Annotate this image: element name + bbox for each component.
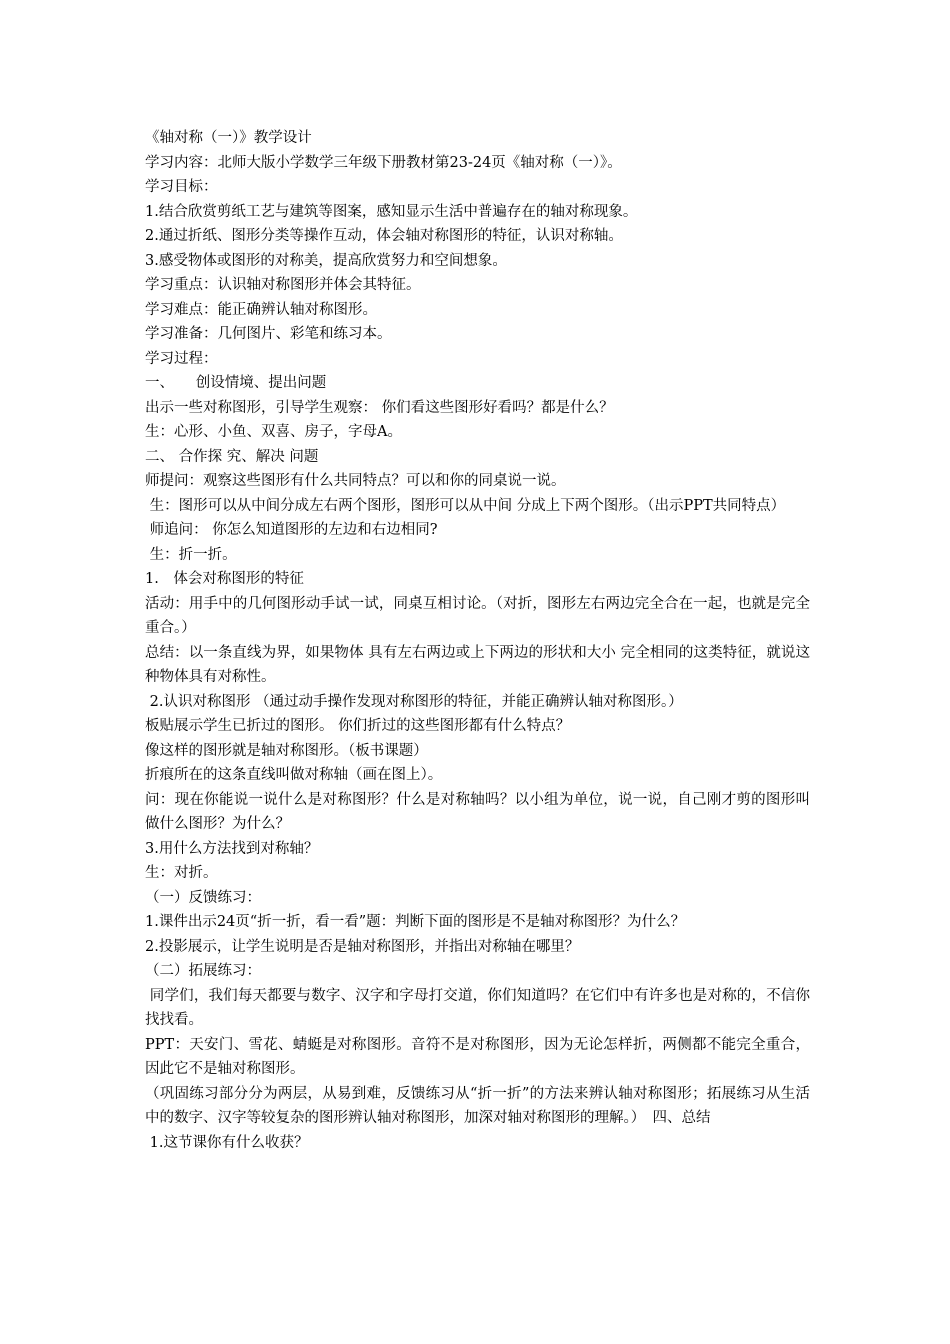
paragraph: 板贴展示学生已折过的图形。 你们折过的这些图形都有什么特点？	[145, 718, 571, 734]
goal-3: 3.感受物体或图形的对称美，提高欣赏努力和空间想象。	[145, 252, 507, 269]
paragraph: 生：图形可以从中间分成左右两个图形，图形可以从中间 分成上下两个图形。（出示PPT共同特点）	[145, 497, 786, 514]
paragraph: 1.课件出示24页“折一折，看一看”题：判断下面的图形是不是轴对称图形？为什么？	[145, 914, 686, 930]
paragraph: 生：对折。	[145, 865, 218, 881]
paragraph: 活动：用手中的几何图形动手试一试，同桌互相讨论。（对折，图形左右两边完全合在一起，也就是完全重合。）	[145, 595, 810, 636]
subsection-2-heading: 2.认识对称图形 （通过动手操作发现对称图形的特征，并能正确辨认轴对称图形。）	[145, 693, 683, 710]
learning-goals-heading: 学习目标：	[145, 179, 218, 195]
paragraph: （巩固练习部分分为两层，从易到难，反馈练习从“折一折”的方法来辨认轴对称图形；拓展练习从生活中的数字、汉字等较复杂的图形辨认轴对称图形，加深对轴对称图形的理解。） 四、总结	[145, 1085, 810, 1126]
preparation: 学习准备：几何图片、彩笔和练习本。	[145, 326, 392, 342]
subsection-1-heading: 1. 体会对称图形的特征	[145, 571, 304, 587]
paragraph: 2.投影展示，让学生说明是否是轴对称图形，并指出对称轴在哪里？	[145, 938, 580, 955]
paragraph: 生：折一折。	[145, 546, 237, 563]
paragraph: 总结：以一条直线为界，如果物体 具有左右两边或上下两边的形状和大小 完全相同的这类特征，就说这种物体具有对称性。	[145, 644, 810, 685]
paragraph: 问：现在你能说一说什么是对称图形？什么是对称轴吗？以小组为单位，说一说，自己刚才剪的图形叫做什么图形？为什么？	[145, 791, 810, 832]
paragraph: PPT：天安门、雪花、蜻蜓是对称图形。音符不是对称图形，因为无论怎样折，两侧都不能完全重合，因此它不是轴对称图形。	[145, 1036, 810, 1077]
key-point: 学习重点：认识轴对称图形并体会其特征。	[145, 277, 421, 293]
goal-2: 2.通过折纸、图形分类等操作互动，体会轴对称图形的特征，认识对称轴。	[145, 228, 623, 244]
paragraph: 师提问：观察这些图形有什么共同特点？可以和你的同桌说一说。	[145, 473, 566, 489]
document-body	[145, 126, 810, 1155]
document-title: 《轴对称（一）》教学设计	[145, 130, 312, 146]
learning-content: 学习内容：北师大版小学数学三年级下册教材第23-24页《轴对称（一）》。	[145, 154, 622, 171]
subsection-3-heading: 3.用什么方法找到对称轴？	[145, 840, 319, 857]
feedback-practice-heading: （一）反馈练习：	[145, 889, 261, 906]
paragraph: 折痕所在的这条直线叫做对称轴（画在图上）。	[145, 767, 443, 783]
goal-1: 1.结合欣赏剪纸工艺与建筑等图案，感知显示生活中普遍存在的轴对称现象。	[145, 203, 638, 220]
section-1-heading: 一、 创设情境、提出问题	[145, 375, 327, 391]
paragraph: 同学们，我们每天都要与数字、汉字和字母打交道，你们知道吗？在它们中有许多也是对称的，不信你找找看。	[145, 987, 811, 1028]
extension-practice-heading: （二）拓展练习：	[145, 963, 261, 979]
difficulty: 学习难点：能正确辨认轴对称图形。	[145, 301, 377, 318]
paragraph: 师追问： 你怎么知道图形的左边和右边相同?	[145, 522, 438, 538]
paragraph: 1.这节课你有什么收获？	[145, 1134, 309, 1151]
process-heading: 学习过程：	[145, 350, 218, 367]
paragraph: 像这样的图形就是轴对称图形。（板书课题）	[145, 742, 428, 759]
paragraph: 出示一些对称图形，引导学生观察： 你们看这些图形好看吗？都是什么？	[145, 399, 614, 416]
section-2-heading: 二、 合作探 究、解决 问题	[145, 448, 319, 465]
paragraph: 生：心形、小鱼、双喜、房子，字母A。	[145, 424, 402, 440]
